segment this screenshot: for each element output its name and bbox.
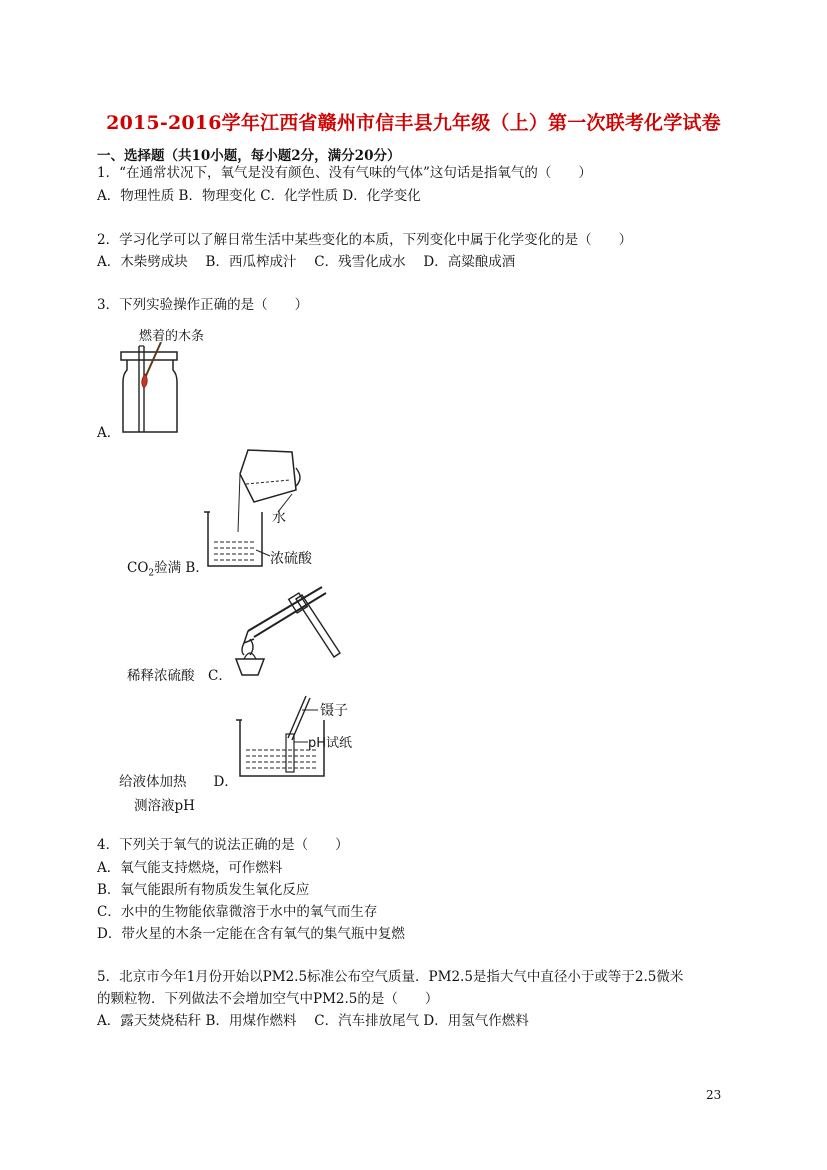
- q3-option-a-label: A．: [97, 425, 121, 441]
- fig-a-gas-bottle: [115, 342, 190, 437]
- section-heading: 一、选择题（共10小题，每小题2分，满分20分）: [97, 148, 401, 164]
- q3-stem: 3．下列实验操作正确的是（ ）: [97, 297, 309, 313]
- q3-caption-c: 给液体加热 D．: [119, 774, 238, 790]
- q5-stem-line1: 5．北京市今年1月份开始以PM2.5标准公布空气质量．PM2.5是指大气中直径小于或等于2.5微米: [97, 969, 684, 985]
- q3-caption-a-tail: 验满 B．: [154, 560, 209, 576]
- exam-title: 2015-2016学年江西省赣州市信丰县九年级（上）第一次联考化学试卷: [106, 112, 721, 134]
- fig-d-ph-test: [232, 690, 362, 782]
- q3-caption-b: 稀释浓硫酸 C．: [127, 668, 232, 684]
- q3-caption-a: [127, 556, 209, 579]
- q4-stem: 4．下列关于氧气的说法正确的是（ ）: [97, 837, 349, 853]
- q5-stem-line2: 的颗粒物．下列做法不会增加空气中PM2.5的是（ ）: [97, 991, 439, 1007]
- fig-d-tweezers-label: 镊子: [320, 703, 348, 719]
- q2-options: A．木柴劈成块 B．西瓜榨成汁 C．残雪化成水 D．高粱酿成酒: [97, 254, 516, 270]
- co2-subscript: 2: [148, 568, 155, 579]
- q2-stem: 2．学习化学可以了解日常生活中某些变化的本质，下列变化中属于化学变化的是（ ）: [97, 232, 633, 248]
- fig-b-pouring-beaker: [200, 442, 340, 572]
- q5-options: A．露天焚烧秸秆 B．用煤作燃料 C．汽车排放尾气 D．用氢气作燃料: [97, 1013, 529, 1029]
- fig-c-heating-tube: [230, 583, 345, 678]
- fig-b-water-label: 水: [272, 510, 286, 526]
- fig-b-acid-label: 浓硫酸: [270, 551, 312, 567]
- q4-option-b: B．氧气能跟所有物质发生氧化反应: [97, 882, 310, 898]
- q4-option-d: D．带火星的木条一定能在含有氧气的集气瓶中复燃: [97, 926, 405, 942]
- q4-option-c: C．水中的生物能依靠微溶于水中的氧气而生存: [97, 904, 378, 920]
- fig-d-paper-label: pH试纸: [308, 736, 353, 751]
- fig-a-caption: 燃着的木条: [139, 329, 205, 344]
- q1-stem: 1．“在通常状况下，氧气是没有颜色、没有气味的气体”这句话是指氧气的（ ）: [97, 165, 592, 181]
- q1-options: A．物理性质 B．物理变化 C．化学性质 D．化学变化: [97, 188, 421, 204]
- q3-caption-d: 测溶液pH: [134, 798, 195, 814]
- page-number: 23: [706, 1088, 722, 1102]
- co2-text: CO: [127, 560, 149, 576]
- q4-option-a: A．氧气能支持燃烧，可作燃料: [97, 860, 283, 876]
